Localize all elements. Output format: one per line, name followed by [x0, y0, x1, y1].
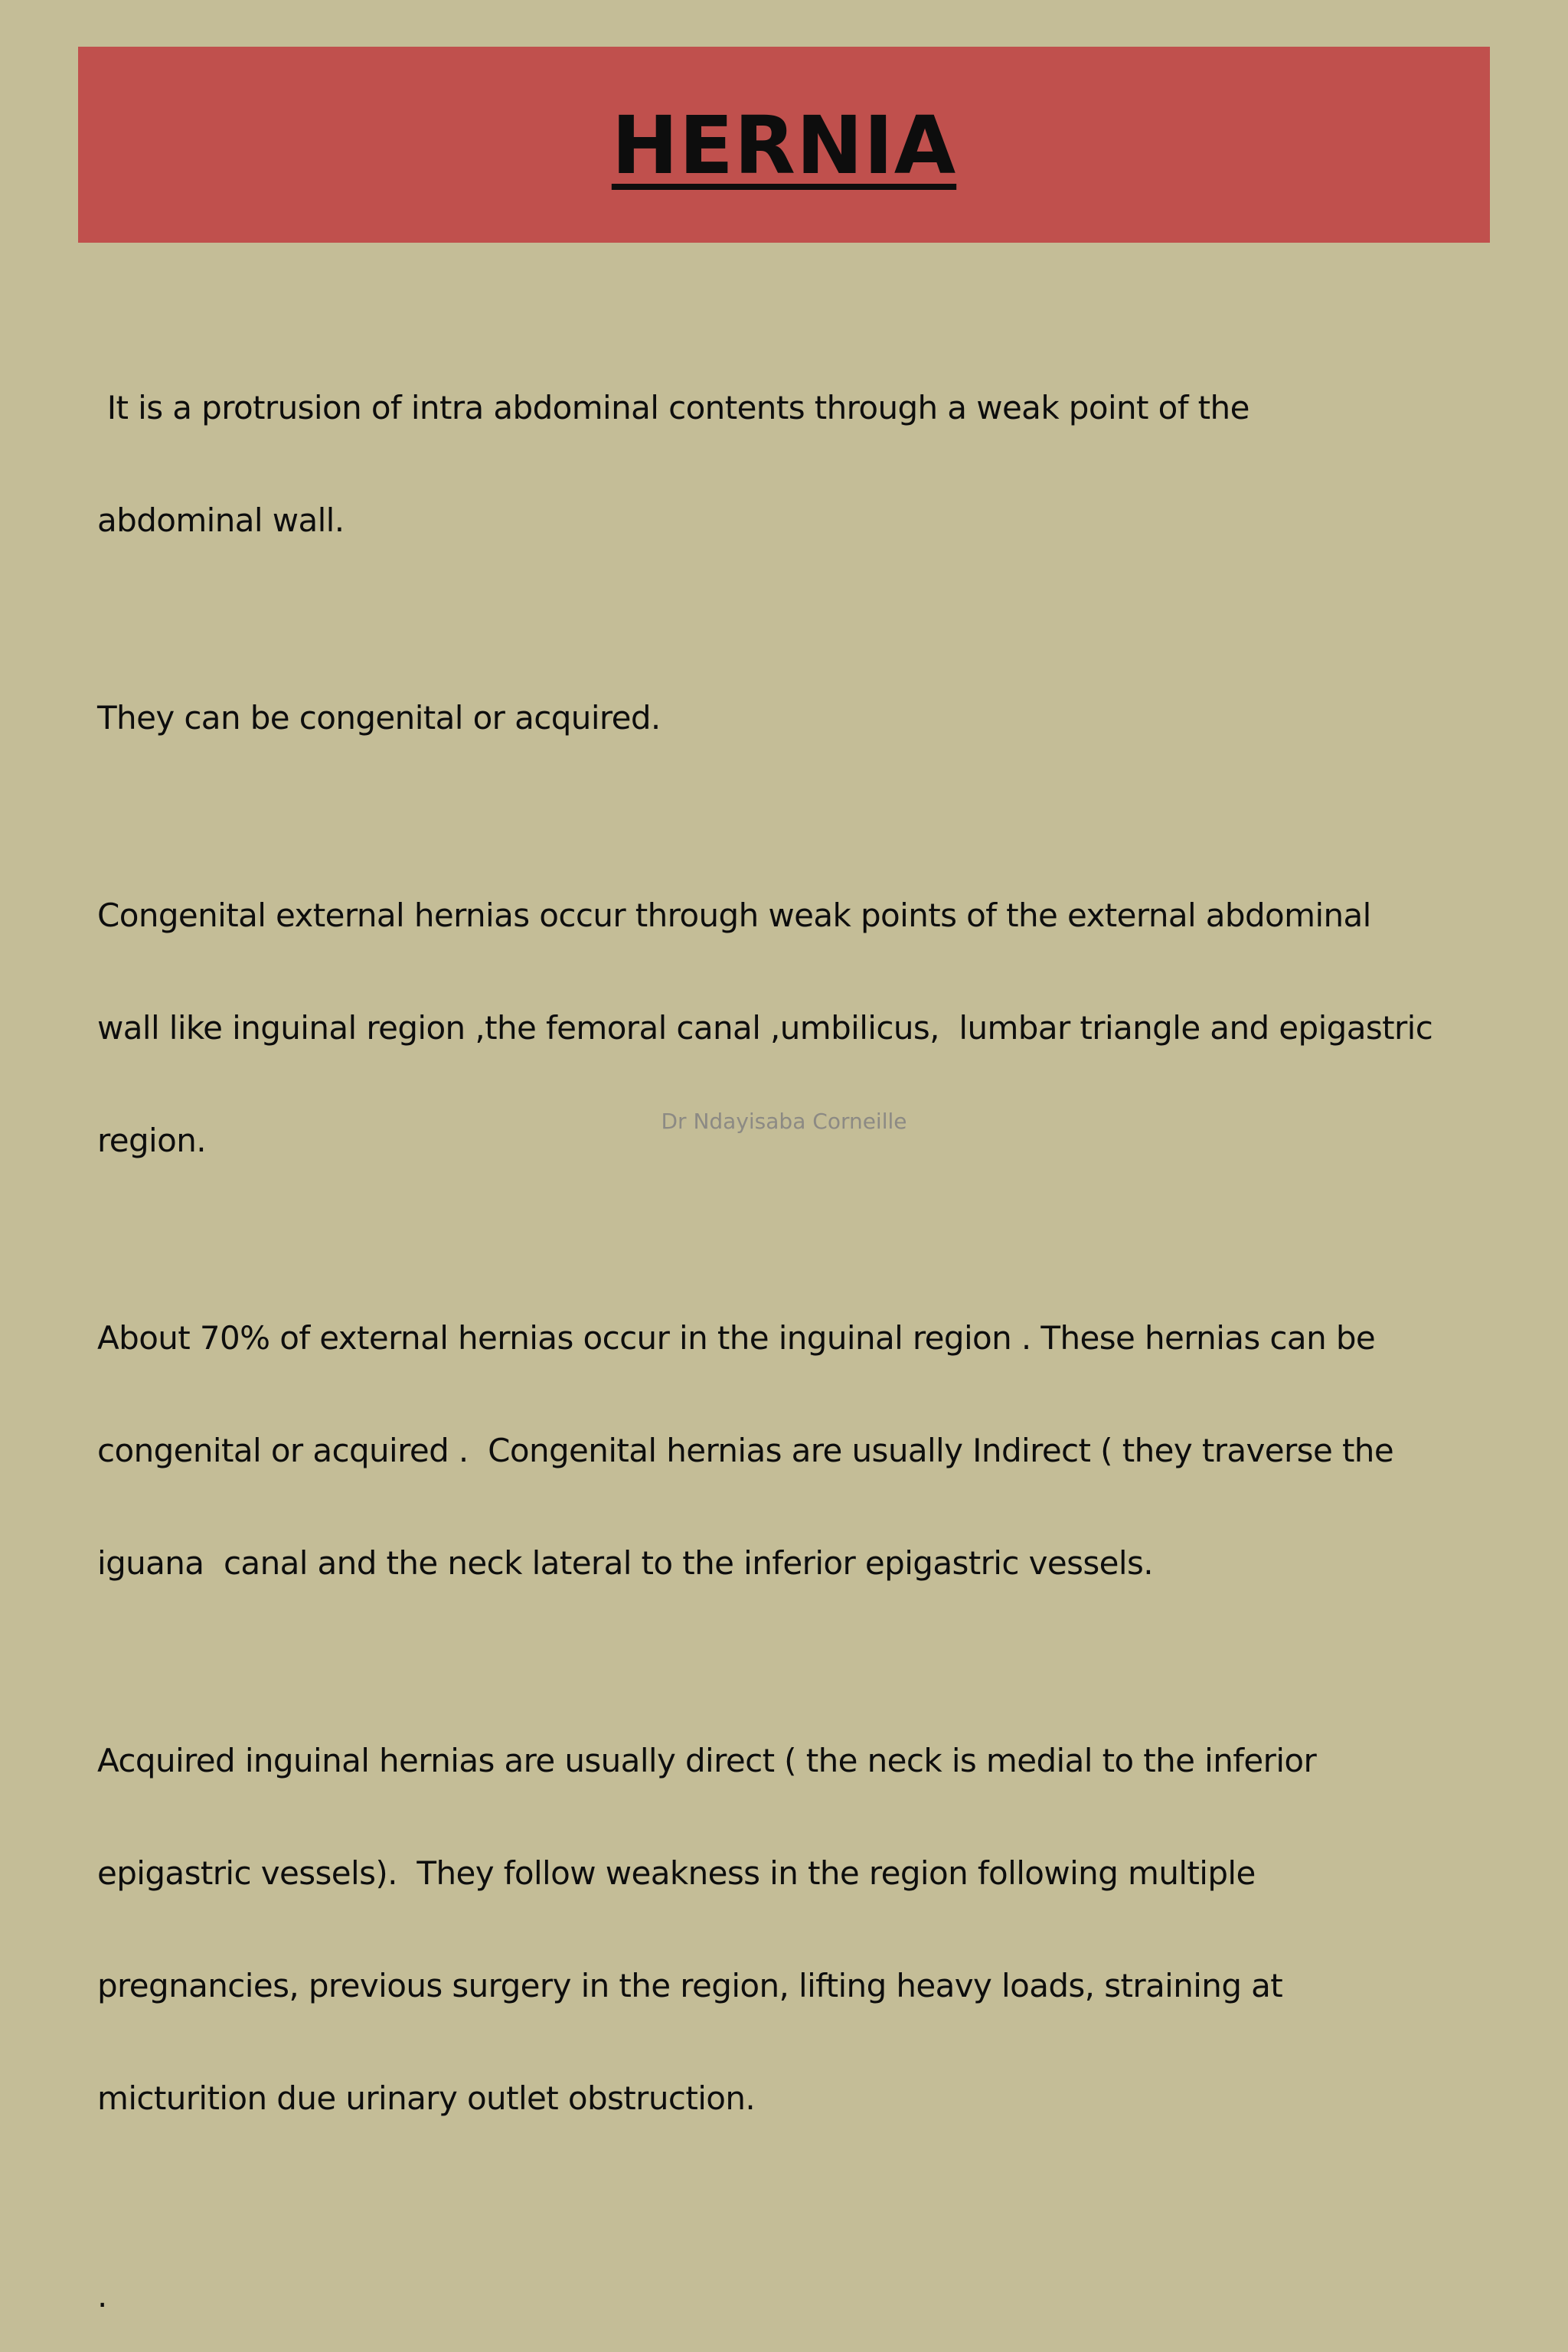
text-line: Congenital external hernias occur through weak points of the external abdominal — [97, 897, 1371, 934]
text-line: region. — [97, 1122, 206, 1159]
text-line: wall like inguinal region ,the femoral canal ,umbilicus, lumbar triangle and epigastric — [97, 1009, 1433, 1047]
text-line: iguana canal and the neck lateral to the inferior epigastric vessels. — [97, 1544, 1154, 1582]
text-line: They can be congenital or acquired. — [97, 699, 661, 737]
paragraph-inguinal — [97, 1244, 1475, 1657]
footer-author: Dr Ndayisaba Corneille — [661, 1109, 907, 1134]
text-line: It is a protrusion of intra abdominal contents through a weak point of the — [97, 389, 1250, 426]
paragraph-types — [97, 624, 1475, 812]
slide-title: HERNIA — [611, 99, 957, 192]
slide-body — [97, 314, 1475, 2352]
paragraph-trailing-dot — [97, 2202, 1475, 2352]
text-line: pregnancies, previous surgery in the region, lifting heavy loads, straining at — [97, 1967, 1283, 2004]
text-line: congenital or acquired . Congenital hernias are usually Indirect ( they traverse the — [97, 1432, 1394, 1469]
text-line: epigastric vessels). They follow weakness in the region following multiple — [97, 1854, 1256, 1892]
text-line: Acquired inguinal hernias are usually direct ( the neck is medial to the inferior — [97, 1742, 1317, 1779]
paragraph-acquired — [97, 1667, 1475, 2192]
text-line: About 70% of external hernias occur in the inguinal region . These hernias can be — [97, 1319, 1376, 1357]
paragraph-definition — [97, 314, 1475, 614]
text-line: micturition due urinary outlet obstruction. — [97, 2079, 756, 2117]
paragraph-congenital — [97, 822, 1475, 1234]
text-line: . — [97, 2277, 107, 2314]
text-line: abdominal wall. — [97, 501, 345, 539]
